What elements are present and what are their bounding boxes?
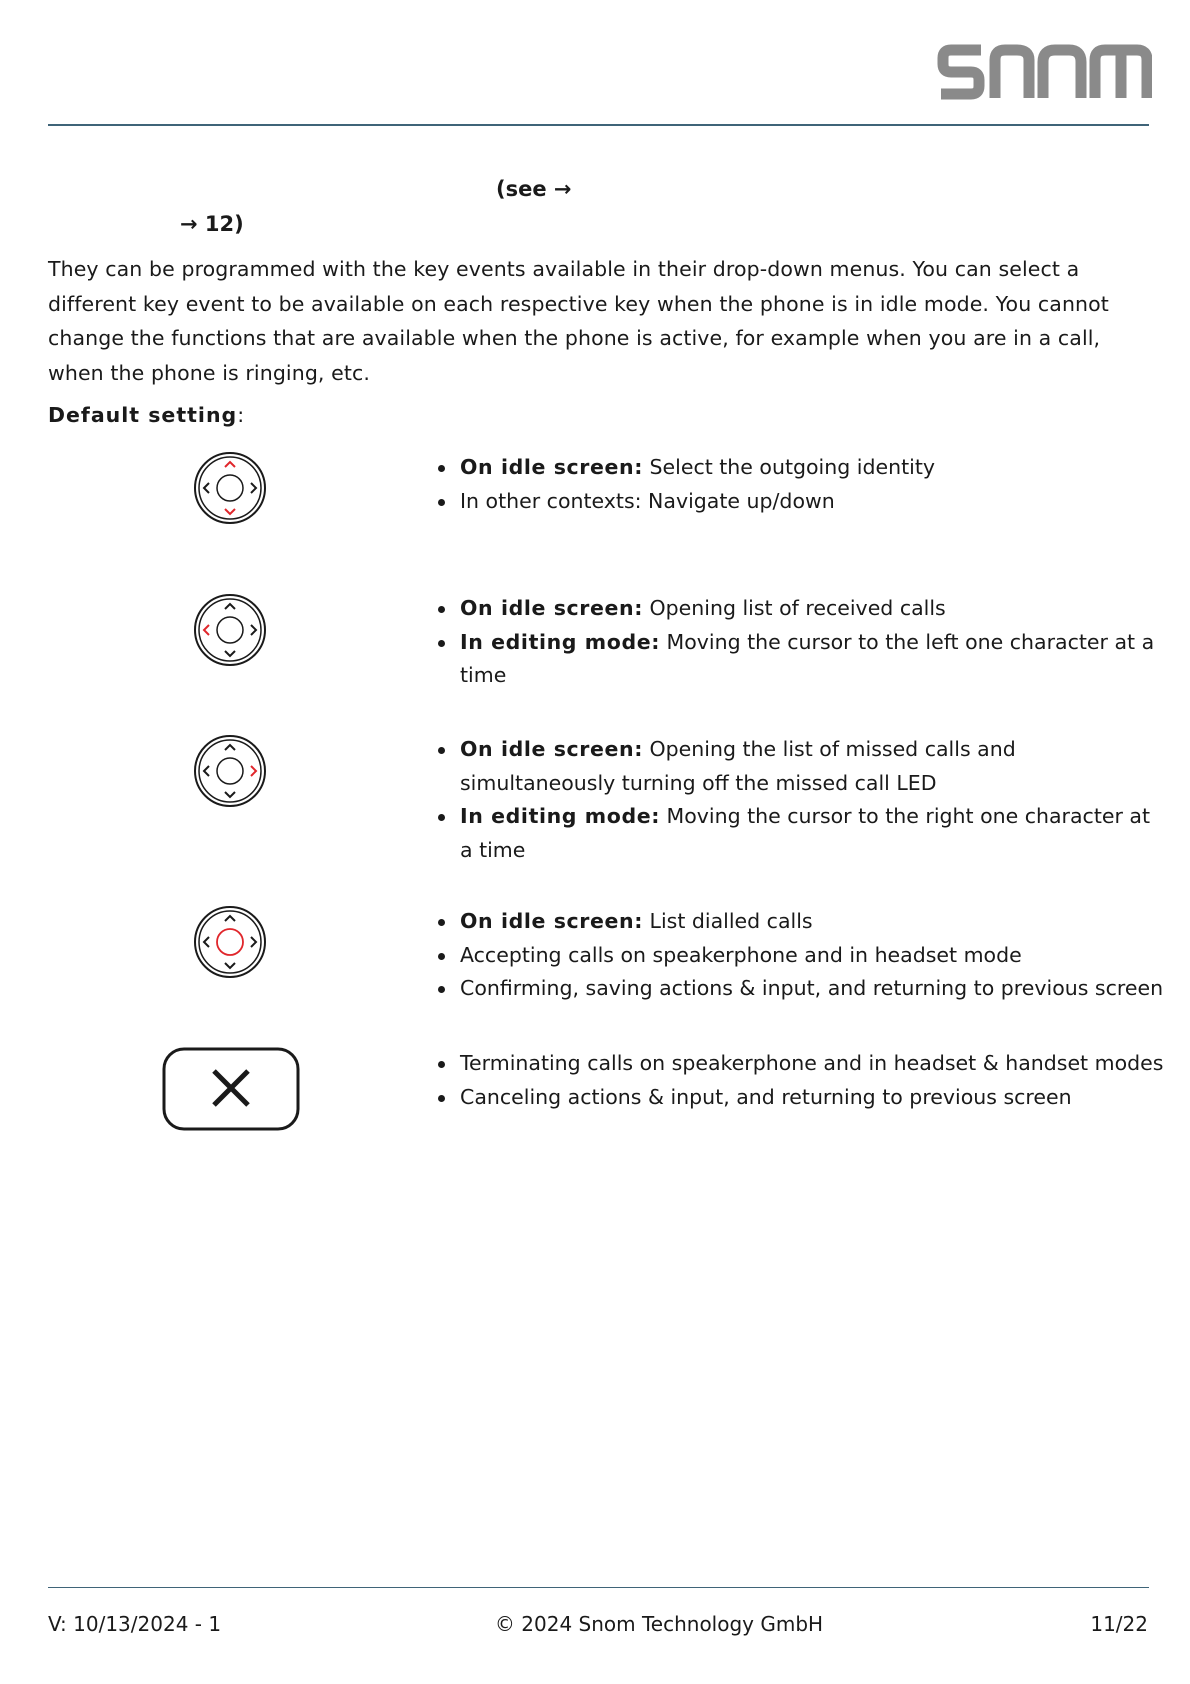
navigation-center-ok-icon <box>193 905 267 979</box>
list-item: In editing mode: Moving the cursor to the right one character at a time <box>435 800 1165 867</box>
list-item: On idle screen: Select the outgoing identity <box>435 451 1165 485</box>
intro-paragraph: They can be programmed with the key events available in their drop-down menus. You can select a different key event to be available on each respective key when the phone is in idle mode. You cannot change the functions that are available when the phone is active, for example when you are in a call, when the phone is ringing, etc. <box>48 257 1109 385</box>
footer-rule <box>48 1587 1149 1588</box>
header-rule <box>48 124 1149 126</box>
list-item: On idle screen: List dialled calls <box>435 905 1165 939</box>
list-item: Terminating calls on speakerphone and in headset & handset modes <box>435 1047 1165 1081</box>
key-description-list <box>435 451 1165 518</box>
snom-logo <box>937 40 1152 104</box>
list-item: Accepting calls on speakerphone and in headset mode <box>435 939 1165 973</box>
default-setting-label: Default setting: <box>48 403 245 427</box>
list-item: Canceling actions & input, and returning to previous screen <box>435 1081 1165 1115</box>
cancel-x-key-icon <box>162 1047 300 1131</box>
key-description-list <box>435 905 1165 1006</box>
list-item: On idle screen: Opening list of received calls <box>435 592 1165 626</box>
key-description-list <box>435 733 1165 867</box>
navigation-left-icon <box>193 593 267 667</box>
footer-copyright: © 2024 Snom Technology GmbH <box>494 1612 824 1636</box>
list-item: Confirming, saving actions & input, and returning to previous screen <box>435 972 1165 1006</box>
list-item: On idle screen: Opening the list of missed calls and simultaneously turning off the missed call LED <box>435 733 1165 800</box>
list-item: In other contexts: Navigate up/down <box>435 485 1165 519</box>
cross-reference-fragment: (see → <box>496 177 572 201</box>
list-item: In editing mode: Moving the cursor to the left one character at a time <box>435 626 1165 693</box>
navigation-up-down-icon <box>193 451 267 525</box>
key-description-list <box>435 592 1165 693</box>
key-description-list <box>435 1047 1165 1114</box>
footer-version: V: 10/13/2024 - 1 <box>48 1612 222 1636</box>
footer-page-number: 11/22 <box>1090 1612 1148 1636</box>
cross-reference-page: → 12) <box>180 212 244 236</box>
navigation-right-icon <box>193 734 267 808</box>
